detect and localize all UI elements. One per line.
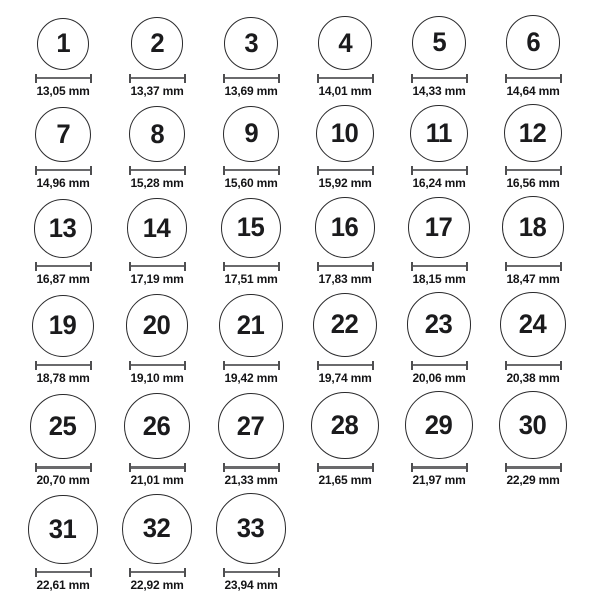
ring-size-item [298, 392, 392, 487]
diameter-measure-line [129, 262, 186, 271]
ring-circle [315, 197, 376, 258]
diameter-label: 18,15 mm [412, 271, 466, 286]
diameter-label: 22,61 mm [36, 577, 90, 592]
ring-circle [221, 198, 281, 258]
ring-circle [126, 294, 189, 357]
diameter-measure-line [129, 568, 186, 577]
ring-size-item [298, 105, 392, 190]
chart-row [16, 292, 600, 385]
ring-circle [127, 198, 186, 257]
ring-size-number: 5 [432, 27, 446, 58]
chart-row [16, 196, 600, 286]
diameter-label: 19,42 mm [224, 370, 278, 385]
ring-size-number: 23 [425, 309, 453, 340]
ring-size-item [110, 393, 204, 487]
ring-circle [311, 392, 378, 459]
diameter-measure-line [223, 74, 280, 83]
diameter-measure-line [411, 361, 468, 370]
ring-size-number: 33 [237, 513, 265, 544]
diameter-label: 17,83 mm [318, 271, 372, 286]
diameter-label: 20,38 mm [506, 370, 560, 385]
diameter-measure-line [129, 463, 186, 472]
diameter-measure-line [411, 262, 468, 271]
diameter-label: 16,87 mm [36, 271, 90, 286]
diameter-label: 19,74 mm [318, 370, 372, 385]
diameter-label: 20,70 mm [36, 473, 90, 488]
diameter-label: 13,69 mm [224, 83, 278, 98]
ring-size-number: 29 [425, 409, 453, 440]
diameter-label: 19,10 mm [130, 370, 184, 385]
ring-circle [32, 295, 94, 357]
ring-size-item [204, 493, 298, 591]
diameter-measure-line [35, 74, 92, 83]
diameter-label: 14,33 mm [412, 83, 466, 98]
ring-size-item [298, 16, 392, 98]
diameter-label: 16,56 mm [506, 176, 560, 191]
ring-size-number: 22 [331, 309, 359, 340]
diameter-measure-line [317, 166, 374, 175]
ring-circle [223, 106, 280, 163]
diameter-measure-line [317, 361, 374, 370]
ring-size-number: 13 [49, 212, 77, 243]
ring-size-item [16, 295, 110, 385]
diameter-measure-line [35, 463, 92, 472]
ring-circle [219, 294, 282, 357]
ring-size-number: 18 [519, 211, 547, 242]
ring-size-item [204, 393, 298, 488]
ring-circle [500, 292, 565, 357]
ring-circle [216, 493, 286, 563]
diameter-label: 21,33 mm [224, 473, 278, 488]
ring-size-item [16, 394, 110, 488]
ring-circle [502, 196, 564, 258]
ring-size-number: 25 [49, 411, 77, 442]
ring-size-number: 3 [244, 27, 258, 58]
diameter-measure-line [505, 361, 562, 370]
ring-size-item [392, 197, 486, 286]
diameter-measure-line [223, 166, 280, 175]
diameter-label: 22,92 mm [130, 577, 184, 592]
diameter-measure-line [35, 166, 92, 175]
ring-size-number: 26 [143, 410, 171, 441]
diameter-label: 15,60 mm [224, 176, 278, 191]
ring-size-number: 1 [56, 28, 70, 59]
ring-size-number: 30 [519, 409, 547, 440]
ring-size-number: 19 [49, 310, 77, 341]
ring-size-item [298, 293, 392, 385]
diameter-measure-line [129, 166, 186, 175]
ring-circle [407, 292, 472, 357]
ring-size-number: 14 [143, 212, 171, 243]
diameter-measure-line [35, 262, 92, 271]
diameter-measure-line [411, 463, 468, 472]
ring-circle [124, 393, 190, 459]
ring-circle [506, 15, 561, 70]
ring-size-number: 24 [519, 308, 547, 339]
ring-size-number: 16 [331, 212, 359, 243]
ring-size-item [392, 292, 486, 385]
ring-size-number: 20 [143, 310, 171, 341]
diameter-measure-line [223, 568, 280, 577]
ring-circle [35, 107, 90, 162]
ring-size-number: 21 [237, 309, 265, 340]
ring-circle [313, 293, 377, 357]
chart-row [16, 104, 600, 190]
ring-size-item [392, 391, 486, 487]
diameter-label: 13,37 mm [130, 83, 184, 98]
diameter-label: 14,96 mm [36, 176, 90, 191]
diameter-label: 22,29 mm [506, 473, 560, 488]
ring-size-number: 7 [56, 118, 70, 149]
ring-size-number: 17 [425, 211, 453, 242]
ring-circle [129, 106, 185, 162]
ring-size-number: 32 [143, 513, 171, 544]
ring-size-item [392, 16, 486, 98]
diameter-measure-line [317, 262, 374, 271]
ring-size-item [204, 106, 298, 191]
ring-size-item [486, 196, 580, 286]
diameter-label: 18,47 mm [506, 271, 560, 286]
ring-circle [122, 494, 192, 564]
ring-size-item [110, 494, 204, 592]
diameter-measure-line [129, 74, 186, 83]
diameter-measure-line [317, 463, 374, 472]
ring-size-item [204, 294, 298, 385]
ring-circle [499, 391, 568, 460]
diameter-measure-line [411, 166, 468, 175]
diameter-label: 13,05 mm [36, 83, 90, 98]
chart-row [16, 391, 600, 488]
diameter-measure-line [223, 361, 280, 370]
diameter-label: 17,51 mm [224, 271, 278, 286]
diameter-measure-line [505, 74, 562, 83]
diameter-measure-line [35, 361, 92, 370]
ring-size-number: 10 [331, 118, 359, 149]
ring-circle [224, 17, 277, 70]
ring-circle [408, 197, 469, 258]
chart-row [16, 493, 600, 591]
diameter-measure-line [317, 74, 374, 83]
diameter-label: 14,64 mm [506, 83, 560, 98]
ring-size-item [16, 107, 110, 190]
ring-circle [131, 17, 184, 70]
ring-size-number: 2 [150, 28, 164, 59]
ring-size-number: 9 [244, 118, 258, 149]
diameter-measure-line [411, 74, 468, 83]
diameter-label: 17,19 mm [130, 271, 184, 286]
ring-size-item [110, 17, 204, 98]
ring-circle [318, 16, 372, 70]
ring-size-item [486, 391, 580, 488]
ring-size-number: 11 [425, 117, 453, 148]
ring-size-item [204, 198, 298, 286]
diameter-label: 21,01 mm [130, 473, 184, 488]
ring-circle [405, 391, 473, 459]
ring-size-number: 27 [237, 410, 265, 441]
diameter-measure-line [505, 262, 562, 271]
diameter-measure-line [505, 166, 562, 175]
diameter-label: 14,01 mm [318, 83, 372, 98]
ring-size-item [298, 197, 392, 286]
ring-size-number: 28 [331, 410, 359, 441]
ring-size-number: 8 [150, 118, 164, 149]
ring-circle [218, 393, 285, 460]
diameter-label: 23,94 mm [224, 577, 278, 592]
ring-circle [37, 18, 89, 70]
ring-size-item [110, 294, 204, 385]
diameter-measure-line [223, 262, 280, 271]
ring-size-number: 6 [526, 26, 540, 57]
diameter-label: 15,92 mm [318, 176, 372, 191]
ring-size-item [16, 18, 110, 98]
diameter-measure-line [35, 568, 92, 577]
ring-size-item [392, 105, 486, 191]
ring-size-item [110, 106, 204, 190]
ring-circle [412, 16, 466, 70]
ring-circle [34, 199, 93, 258]
ring-size-item [110, 198, 204, 285]
chart-row [16, 15, 600, 98]
ring-circle [504, 104, 562, 162]
ring-size-item [486, 292, 580, 385]
diameter-measure-line [223, 463, 280, 472]
ring-circle [30, 394, 96, 460]
ring-size-item [16, 495, 110, 592]
ring-size-item [486, 104, 580, 190]
ring-size-number: 12 [519, 117, 547, 148]
ring-size-number: 15 [237, 212, 265, 243]
diameter-label: 20,06 mm [412, 370, 466, 385]
diameter-label: 21,65 mm [318, 473, 372, 488]
diameter-label: 15,28 mm [130, 176, 184, 191]
diameter-label: 16,24 mm [412, 176, 466, 191]
ring-size-item [204, 17, 298, 98]
diameter-measure-line [129, 361, 186, 370]
ring-circle [316, 105, 373, 162]
ring-circle [410, 105, 468, 163]
ring-size-number: 31 [49, 513, 77, 544]
ring-size-item [486, 15, 580, 98]
ring-size-number: 4 [338, 27, 352, 58]
diameter-measure-line [505, 463, 562, 472]
ring-size-item [16, 199, 110, 286]
ring-circle [28, 495, 97, 564]
diameter-label: 21,97 mm [412, 473, 466, 488]
diameter-label: 18,78 mm [36, 370, 90, 385]
